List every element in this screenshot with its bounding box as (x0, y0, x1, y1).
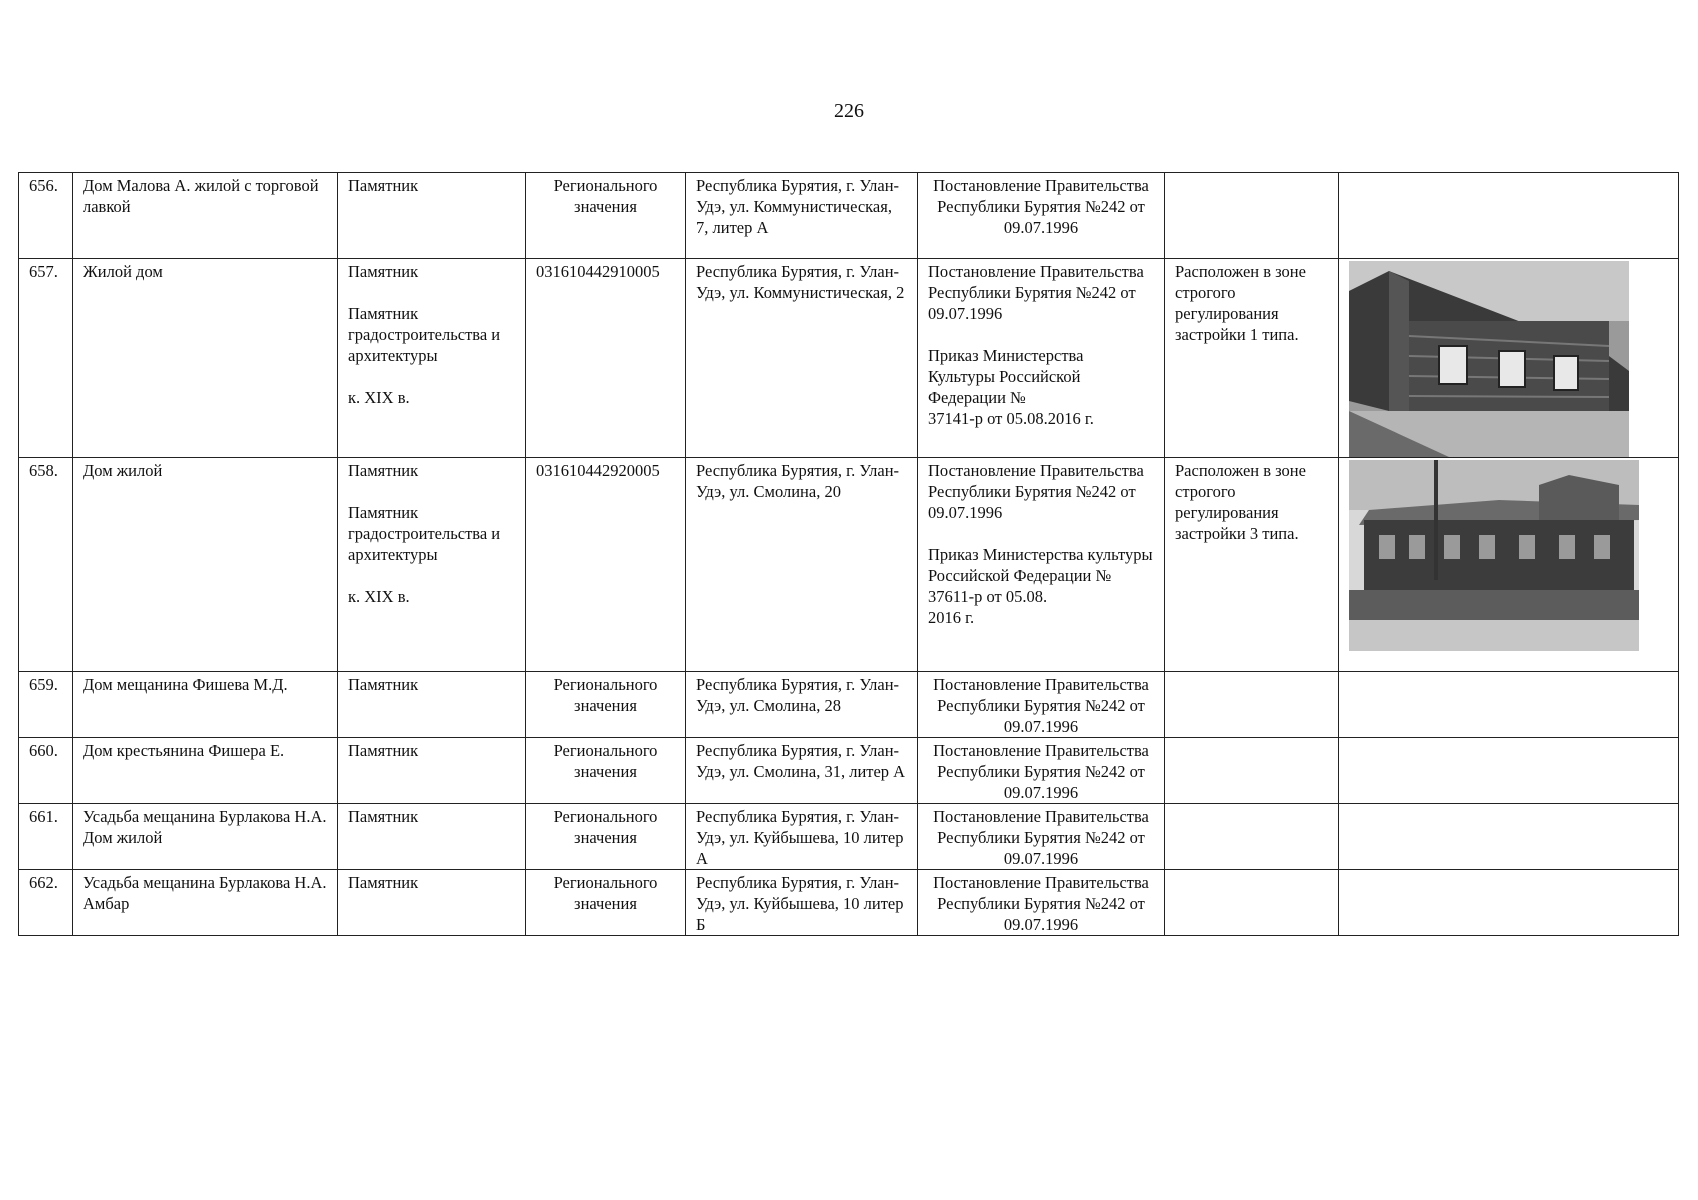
object-significance: Регионального значения (526, 672, 686, 738)
object-address: Республика Бурятия, г. Улан-Удэ, ул. Куйбышева, 10 литер А (686, 804, 918, 870)
object-address: Республика Бурятия, г. Улан-Удэ, ул. Смолина, 20 (686, 458, 918, 672)
row-number: 658. (19, 458, 73, 672)
object-name: Дом жилой (73, 458, 338, 672)
object-type: Памятник (338, 173, 526, 259)
zone-note (1165, 870, 1339, 936)
cadastral-number: 031610442910005 (526, 259, 686, 458)
table-row (19, 259, 1679, 458)
photo-cell (1339, 259, 1679, 458)
heritage-registry-table (18, 172, 1679, 936)
zone-note: Расположен в зоне строгого регулирования застройки 1 типа. (1165, 259, 1339, 458)
photo-cell (1339, 870, 1679, 936)
object-name: Жилой дом (73, 259, 338, 458)
object-name: Усадьба мещанина Бурлакова Н.А. Амбар (73, 870, 338, 936)
row-number: 656. (19, 173, 73, 259)
row-number: 657. (19, 259, 73, 458)
object-type: Памятник Памятник градостроительства и архитектуры к. XIX в. (338, 259, 526, 458)
cadastral-number: 031610442920005 (526, 458, 686, 672)
photo-cell (1339, 804, 1679, 870)
object-type: Памятник Памятник градостроительства и архитектуры к. XIX в. (338, 458, 526, 672)
object-name: Дом крестьянина Фишера Е. (73, 738, 338, 804)
zone-note (1165, 173, 1339, 259)
zone-note (1165, 804, 1339, 870)
object-type: Памятник (338, 738, 526, 804)
decree-text: Постановление Правительства Республики Бурятия №242 от 09.07.1996 Приказ Министерства Культуры Российской Федерации № 37141-р от 05.08.2016 г. (918, 259, 1165, 458)
decree-text: Постановление Правительства Республики Бурятия №242 от 09.07.1996 (918, 738, 1165, 804)
object-name: Дом Малова А. жилой с торговой лавкой (73, 173, 338, 259)
zone-note: Расположен в зоне строгого регулирования застройки 3 типа. (1165, 458, 1339, 672)
decree-text: Постановление Правительства Республики Бурятия №242 от 09.07.1996 (918, 672, 1165, 738)
photo-log-house-icon (1349, 261, 1629, 457)
object-name: Усадьба мещанина Бурлакова Н.А. Дом жилой (73, 804, 338, 870)
object-significance: Регионального значения (526, 804, 686, 870)
photo-cell (1339, 738, 1679, 804)
zone-note (1165, 738, 1339, 804)
object-significance: Регионального значения (526, 870, 686, 936)
object-address: Республика Бурятия, г. Улан-Удэ, ул. Смолина, 31, литер А (686, 738, 918, 804)
table-row (19, 738, 1679, 804)
object-address: Республика Бурятия, г. Улан-Удэ, ул. Куйбышева, 10 литер Б (686, 870, 918, 936)
decree-text: Постановление Правительства Республики Бурятия №242 от 09.07.1996 (918, 804, 1165, 870)
table-row (19, 870, 1679, 936)
photo-wooden-house-icon (1349, 460, 1639, 651)
decree-text: Постановление Правительства Республики Бурятия №242 от 09.07.1996 (918, 870, 1165, 936)
row-number: 660. (19, 738, 73, 804)
photo-cell (1339, 173, 1679, 259)
object-significance: Регионального значения (526, 738, 686, 804)
photo-cell (1339, 458, 1679, 672)
object-significance: Регионального значения (526, 173, 686, 259)
photo-cell (1339, 672, 1679, 738)
object-address: Республика Бурятия, г. Улан-Удэ, ул. Коммунистическая, 7, литер А (686, 173, 918, 259)
object-type: Памятник (338, 804, 526, 870)
decree-text: Постановление Правительства Республики Бурятия №242 от 09.07.1996 (918, 173, 1165, 259)
row-number: 661. (19, 804, 73, 870)
table-row (19, 173, 1679, 259)
object-name: Дом мещанина Фишева М.Д. (73, 672, 338, 738)
row-number: 659. (19, 672, 73, 738)
object-type: Памятник (338, 870, 526, 936)
table-row (19, 804, 1679, 870)
zone-note (1165, 672, 1339, 738)
object-address: Республика Бурятия, г. Улан-Удэ, ул. Коммунистическая, 2 (686, 259, 918, 458)
object-type: Памятник (338, 672, 526, 738)
table-row (19, 458, 1679, 672)
table-row (19, 672, 1679, 738)
page-number: 226 (834, 100, 864, 122)
object-address: Республика Бурятия, г. Улан-Удэ, ул. Смолина, 28 (686, 672, 918, 738)
row-number: 662. (19, 870, 73, 936)
decree-text: Постановление Правительства Республики Бурятия №242 от 09.07.1996 Приказ Министерства культуры Российской Федерации № 37611-р от 05.08. 2016 г. (918, 458, 1165, 672)
